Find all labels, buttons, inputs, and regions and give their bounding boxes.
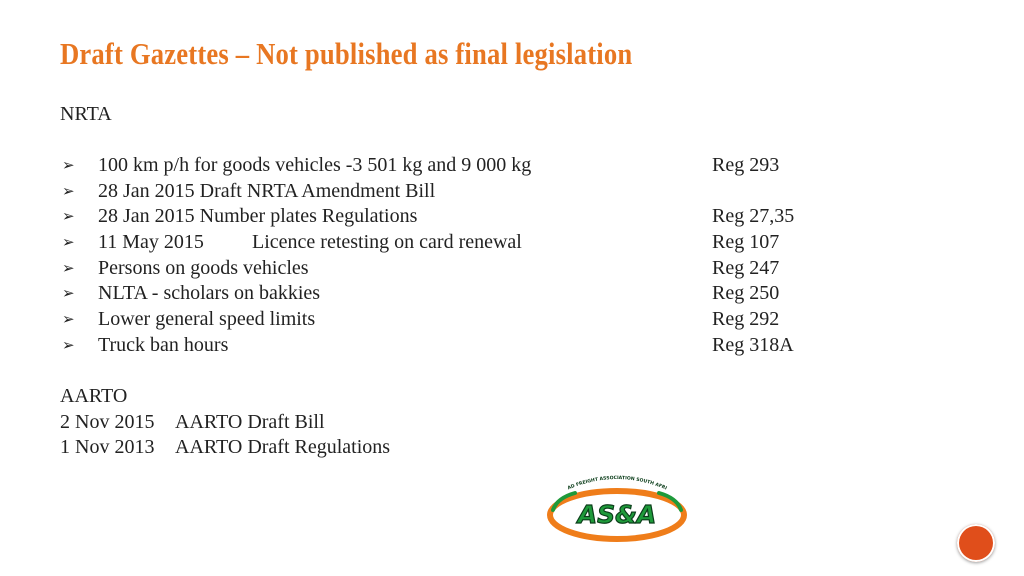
bullet-text: Truck ban hours	[98, 333, 229, 356]
aarto-item	[60, 410, 390, 436]
bullet-item	[60, 333, 860, 359]
arrow-bullet-icon: ➢	[62, 310, 75, 329]
aarto-heading: AARTO	[60, 385, 128, 407]
bullet-item	[60, 179, 860, 205]
bullet-reg: Reg 293	[712, 154, 780, 176]
bullet-reg: Reg 247	[712, 256, 780, 279]
bullet-date: 11 May 2015	[98, 231, 204, 254]
aarto-item-date: 1 Nov 2013	[60, 436, 155, 459]
bullet-text: Lower general speed limits	[98, 308, 316, 331]
arrow-bullet-icon: ➢	[62, 207, 75, 226]
bullet-text: 100 km p/h for goods vehicles -3 501 kg and 9 000 kg	[98, 154, 532, 176]
bullet-reg: Reg 292	[712, 308, 780, 331]
bullet-item	[60, 281, 860, 307]
bullet-reg: Reg 27,35	[712, 205, 795, 228]
arrow-bullet-icon: ➢	[62, 335, 75, 354]
bullet-item	[60, 204, 860, 230]
bullet-item	[60, 230, 860, 256]
bullet-description: Licence retesting on card renewal	[252, 231, 522, 254]
arrow-bullet-icon: ➢	[62, 181, 75, 200]
bullet-reg: Reg 318A	[712, 333, 794, 356]
arrow-bullet-icon: ➢	[62, 233, 75, 252]
bullet-text: NLTA - scholars on bakkies	[98, 282, 321, 305]
bullet-text: Persons on goods vehicles	[98, 256, 309, 279]
aarto-item-date: 2 Nov 2015	[60, 410, 155, 433]
bullet-text: 28 Jan 2015 Draft NRTA Amendment Bill	[98, 179, 436, 202]
nrta-heading: NRTA	[60, 103, 112, 125]
bullet-reg: Reg 250	[712, 282, 780, 305]
aarto-item	[60, 435, 390, 461]
slide-title: Draft Gazettes – Not published as final legislation	[60, 36, 633, 71]
arrow-bullet-icon: ➢	[62, 284, 75, 303]
arrow-bullet-icon: ➢	[62, 156, 75, 174]
bullet-item	[60, 256, 860, 282]
bullet-item	[60, 153, 860, 179]
nrta-bullet-list	[60, 153, 860, 359]
aarto-section	[60, 384, 390, 461]
aarto-item-text: AARTO Draft Bill	[175, 410, 325, 433]
bullet-text	[98, 230, 522, 256]
slide-number-badge	[957, 524, 995, 562]
logo-arc-text: AD FREIGHT ASSOCIATION SOUTH AFRI	[567, 475, 668, 492]
bullet-text: 28 Jan 2015 Number plates Regulations	[98, 205, 418, 228]
logo-text: AS&A	[577, 500, 657, 529]
bullet-item	[60, 307, 860, 333]
asa-logo	[545, 474, 689, 544]
aarto-item-text: AARTO Draft Regulations	[175, 436, 391, 459]
bullet-reg: Reg 107	[712, 231, 780, 254]
arrow-bullet-icon: ➢	[62, 258, 75, 277]
